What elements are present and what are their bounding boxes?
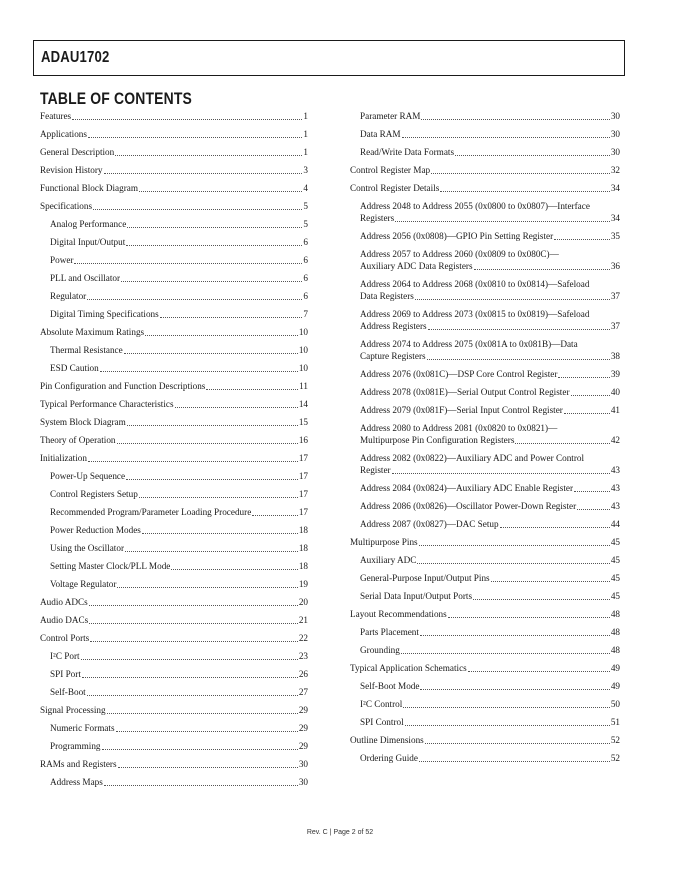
- toc-entry-title: Serial Data Input/Output Ports: [360, 591, 473, 601]
- toc-entry-page: 23: [298, 651, 308, 661]
- dot-leader: [395, 220, 610, 222]
- toc-entry-title-line1: Address 2069 to Address 2073 (0x0815 to 0x0819)—Safeload: [360, 309, 590, 319]
- dot-leader: [74, 262, 302, 264]
- toc-entry-title: Address Maps: [50, 777, 103, 787]
- toc-entry-page: 42: [610, 435, 620, 445]
- toc-entry-title: Auxiliary ADC: [360, 555, 417, 565]
- toc-entry-title-line1: Address 2082 (0x0822)—Auxiliary ADC and Power Control: [360, 453, 585, 463]
- toc-entry-title: Using the Oscillator: [50, 543, 124, 553]
- toc-entry[interactable]: [40, 254, 308, 266]
- dot-leader: [473, 598, 610, 600]
- dot-leader: [252, 514, 298, 516]
- toc-entry-title: Applications: [40, 129, 87, 139]
- toc-entry-page: 43: [610, 501, 620, 511]
- toc-entry[interactable]: [40, 740, 308, 752]
- dot-leader: [139, 190, 302, 192]
- toc-entry[interactable]: [40, 632, 308, 644]
- dot-leader: [116, 730, 298, 732]
- dot-leader: [115, 154, 302, 156]
- toc-entry-title: Initialization: [40, 453, 87, 463]
- toc-entry-page: 45: [610, 537, 620, 547]
- toc-column-left: [40, 110, 308, 794]
- toc-entry-title: System Block Diagram: [40, 417, 126, 427]
- toc-entry-title: I²C Control: [360, 699, 403, 709]
- toc-entry-page: 30: [610, 147, 620, 157]
- dot-leader: [126, 244, 302, 246]
- toc-entry[interactable]: [350, 404, 620, 416]
- toc-entry[interactable]: [350, 128, 620, 140]
- toc-entry[interactable]: [40, 776, 308, 788]
- toc-entry-title: Numeric Formats: [50, 723, 115, 733]
- toc-entry[interactable]: [40, 146, 308, 158]
- toc-entry[interactable]: [350, 518, 620, 530]
- toc-entry[interactable]: [40, 236, 308, 248]
- toc-entry-title: General Description: [40, 147, 115, 157]
- dot-leader: [474, 268, 610, 270]
- toc-entry-title: Audio ADCs: [40, 597, 88, 607]
- toc-entry[interactable]: [40, 362, 308, 374]
- toc-entry-title: Control Register Map: [350, 165, 431, 175]
- toc-entry-page: 48: [610, 645, 620, 655]
- toc-entry-page: 30: [298, 759, 308, 769]
- dot-leader: [402, 136, 610, 138]
- dot-leader: [104, 172, 303, 174]
- toc-entry[interactable]: [40, 488, 308, 500]
- toc-entry-title: Multipurpose Pins: [350, 537, 418, 547]
- toc-entry-page: 37: [610, 321, 620, 331]
- toc-entry[interactable]: [350, 500, 620, 512]
- dot-leader: [104, 784, 298, 786]
- toc-entry-page: 5: [303, 201, 308, 211]
- toc-entry[interactable]: [40, 380, 308, 392]
- toc-entry-page: 6: [303, 255, 308, 265]
- toc-entry-title: RAMs and Registers: [40, 759, 117, 769]
- dot-leader: [428, 328, 610, 330]
- toc-entry-title: Parts Placement: [360, 627, 419, 637]
- toc-entry-page: 1: [303, 147, 308, 157]
- toc-entry[interactable]: [350, 164, 620, 176]
- toc-entry-page: 1: [303, 111, 308, 121]
- toc-entry-page: 43: [610, 465, 620, 475]
- toc-entry[interactable]: [40, 614, 308, 626]
- toc-entry[interactable]: [350, 278, 620, 302]
- dot-leader: [87, 694, 298, 696]
- toc-entry[interactable]: [350, 110, 620, 122]
- toc-entry[interactable]: [40, 110, 308, 122]
- toc-entry[interactable]: [40, 434, 308, 446]
- toc-entry[interactable]: [350, 698, 620, 710]
- toc-entry-page: 48: [610, 609, 620, 619]
- toc-entry-title: Power-Up Sequence: [50, 471, 126, 481]
- toc-entry-page: 21: [298, 615, 308, 625]
- toc-entry-page: 29: [298, 705, 308, 715]
- dot-leader: [175, 406, 298, 408]
- dot-leader: [405, 724, 610, 726]
- dot-leader: [88, 136, 302, 138]
- toc-entry[interactable]: [40, 722, 308, 734]
- toc-entry[interactable]: [350, 536, 620, 548]
- toc-entry-title: Recommended Program/Parameter Loading Procedure: [50, 507, 252, 517]
- toc-entry-title: Digital Timing Specifications: [50, 309, 159, 319]
- toc-entry-page: 35: [610, 231, 620, 241]
- toc-entry[interactable]: [350, 752, 620, 764]
- toc-entry-title: General-Purpose Input/Output Pins: [360, 573, 490, 583]
- toc-entry-page: 11: [299, 381, 308, 391]
- toc-entry-page: 6: [303, 237, 308, 247]
- toc-entry-page: 34: [610, 183, 620, 193]
- toc-entry-page: 16: [298, 435, 308, 445]
- toc-entry-page: 5: [303, 219, 308, 229]
- dot-leader: [88, 460, 298, 462]
- toc-entry-title: Functional Block Diagram: [40, 183, 138, 193]
- toc-entry-page: 3: [303, 165, 308, 175]
- dot-leader: [417, 562, 609, 564]
- toc-entry-page: 10: [298, 363, 308, 373]
- toc-entry[interactable]: [40, 758, 308, 770]
- page-footer: Rev. C | Page 2 of 52: [306, 829, 374, 836]
- dot-leader: [127, 226, 302, 228]
- dot-leader: [574, 490, 610, 492]
- dot-leader: [415, 298, 610, 300]
- dot-leader: [515, 442, 609, 444]
- dot-leader: [419, 760, 610, 762]
- dot-leader: [107, 712, 298, 714]
- toc-entry-page: 49: [610, 663, 620, 673]
- toc-entry-title: Address 2076 (0x081C)—DSP Core Control Register: [360, 369, 558, 379]
- toc-entry[interactable]: [350, 626, 620, 638]
- dot-leader: [125, 550, 298, 552]
- toc-entry[interactable]: [350, 482, 620, 494]
- dot-leader: [421, 118, 609, 120]
- toc-entry-page: 52: [610, 753, 620, 763]
- toc-entry-page: 1: [303, 129, 308, 139]
- toc-entry[interactable]: [40, 128, 308, 140]
- dot-leader: [425, 742, 610, 744]
- toc-entry-page: 7: [303, 309, 308, 319]
- toc-entry-title: Address 2084 (0x0824)—Auxiliary ADC Enable Register: [360, 483, 574, 493]
- toc-entry[interactable]: [40, 452, 308, 464]
- dot-leader: [491, 580, 610, 582]
- toc-entry-page: 34: [610, 213, 620, 223]
- dot-leader: [500, 526, 610, 528]
- toc-entry-page: 20: [298, 597, 308, 607]
- toc-entry-title: Capture Registers: [360, 351, 426, 361]
- toc-entry[interactable]: [350, 248, 620, 272]
- toc-entry-title: Ordering Guide: [360, 753, 418, 763]
- toc-entry-page: 10: [298, 327, 308, 337]
- toc-entry[interactable]: [40, 416, 308, 428]
- dot-leader: [117, 586, 297, 588]
- toc-entry-page: 45: [610, 591, 620, 601]
- toc-entry-title: Register: [360, 465, 391, 475]
- dot-leader: [72, 118, 302, 120]
- dot-leader: [419, 544, 610, 546]
- toc-entry-page: 6: [303, 273, 308, 283]
- toc-entry-title: Address Registers: [360, 321, 427, 331]
- toc-entry-title: Layout Recommendations: [350, 609, 447, 619]
- toc-entry-page: 29: [298, 723, 308, 733]
- toc-entry-title-line1: Address 2057 to Address 2060 (0x0809 to 0x080C)—: [360, 249, 559, 259]
- toc-entry[interactable]: [40, 650, 308, 662]
- part-number-title: ADAU1702: [41, 49, 110, 66]
- toc-entry-title: I²C Port: [50, 651, 80, 661]
- toc-entry[interactable]: [350, 734, 620, 746]
- dot-leader: [564, 412, 610, 414]
- toc-entry[interactable]: [350, 146, 620, 158]
- toc-entry-page: 40: [610, 387, 620, 397]
- toc-entry-title: SPI Control: [360, 717, 404, 727]
- toc-entry-title: Self-Boot: [50, 687, 86, 697]
- dot-leader: [142, 532, 298, 534]
- toc-entry[interactable]: [350, 608, 620, 620]
- dot-leader: [93, 208, 302, 210]
- dot-leader: [87, 298, 302, 300]
- dot-leader: [392, 472, 610, 474]
- dot-leader: [571, 394, 610, 396]
- toc-entry-title: Self-Boot Mode: [360, 681, 420, 691]
- toc-entry[interactable]: [40, 542, 308, 554]
- toc-entry-title: Pin Configuration and Function Descriptions: [40, 381, 206, 391]
- toc-entry[interactable]: [40, 182, 308, 194]
- toc-entry-page: 30: [610, 111, 620, 121]
- dot-leader: [577, 508, 610, 510]
- toc-entry-page: 17: [298, 453, 308, 463]
- toc-entry-title: Address 2087 (0x0827)—DAC Setup: [360, 519, 499, 529]
- toc-entry-title: Theory of Operation: [40, 435, 116, 445]
- toc-entry-title: Control Ports: [40, 633, 90, 643]
- toc-entry[interactable]: [40, 668, 308, 680]
- toc-entry[interactable]: [40, 524, 308, 536]
- toc-entry[interactable]: [350, 230, 620, 242]
- toc-entry[interactable]: [40, 398, 308, 410]
- dot-leader: [420, 688, 609, 690]
- header-box: [33, 40, 625, 76]
- toc-entry-title: Specifications: [40, 201, 93, 211]
- toc-entry-page: 29: [298, 741, 308, 751]
- toc-entry[interactable]: [350, 662, 620, 674]
- toc-entry-title: Programming: [50, 741, 101, 751]
- toc-entry-page: 36: [610, 261, 620, 271]
- toc-entry[interactable]: [350, 200, 620, 224]
- toc-entry[interactable]: [350, 338, 620, 362]
- toc-entry[interactable]: [40, 560, 308, 572]
- toc-entry-page: 41: [610, 405, 620, 415]
- dot-leader: [160, 316, 303, 318]
- toc-entry-page: 6: [303, 291, 308, 301]
- toc-entry-page: 4: [303, 183, 308, 193]
- toc-entry-page: 50: [610, 699, 620, 709]
- toc-entry[interactable]: [350, 554, 620, 566]
- toc-entry-page: 19: [298, 579, 308, 589]
- toc-entry-page: 45: [610, 573, 620, 583]
- toc-entry-title: Read/Write Data Formats: [360, 147, 455, 157]
- dot-leader: [117, 442, 298, 444]
- toc-entry-title: Audio DACs: [40, 615, 89, 625]
- dot-leader: [89, 604, 298, 606]
- toc-entry-page: 15: [298, 417, 308, 427]
- toc-entry[interactable]: [350, 572, 620, 584]
- dot-leader: [440, 190, 610, 192]
- toc-entry[interactable]: [350, 590, 620, 602]
- dot-leader: [427, 358, 610, 360]
- dot-leader: [558, 376, 609, 378]
- toc-entry-title: ESD Caution: [50, 363, 99, 373]
- toc-heading: TABLE OF CONTENTS: [40, 89, 192, 108]
- dot-leader: [448, 616, 610, 618]
- dot-leader: [206, 388, 298, 390]
- toc-entry-title: Absolute Maximum Ratings: [40, 327, 145, 337]
- toc-entry[interactable]: [40, 308, 308, 320]
- toc-entry-title: SPI Port: [50, 669, 81, 679]
- dot-leader: [100, 370, 298, 372]
- dot-leader: [89, 622, 298, 624]
- toc-entry-title: Setting Master Clock/PLL Mode: [50, 561, 171, 571]
- toc-entry-page: 17: [298, 471, 308, 481]
- dot-leader: [171, 568, 297, 570]
- toc-entry-title: Address 2078 (0x081E)—Serial Output Control Register: [360, 387, 570, 397]
- dot-leader: [554, 238, 610, 240]
- toc-entry[interactable]: [350, 386, 620, 398]
- toc-entry[interactable]: [40, 290, 308, 302]
- toc-entry[interactable]: [40, 218, 308, 230]
- toc-entry-page: 18: [298, 543, 308, 553]
- dot-leader: [127, 424, 298, 426]
- toc-entry-title: Regulator: [50, 291, 87, 301]
- toc-entry-title-line1: Address 2064 to Address 2068 (0x0810 to 0x0814)—Safeload: [360, 279, 590, 289]
- toc-entry-page: 32: [610, 165, 620, 175]
- toc-entry-page: 26: [298, 669, 308, 679]
- dot-leader: [431, 172, 610, 174]
- toc-entry-title: Signal Processing: [40, 705, 106, 715]
- toc-entry-page: 18: [298, 525, 308, 535]
- toc-entry-page: 30: [298, 777, 308, 787]
- toc-entry-title: Power Reduction Modes: [50, 525, 141, 535]
- toc-entry-title: Voltage Regulator: [50, 579, 117, 589]
- toc-entry-page: 49: [610, 681, 620, 691]
- toc-entry-title-line1: Address 2080 to Address 2081 (0x0820 to 0x0821)—: [360, 423, 558, 433]
- toc-entry-page: 10: [298, 345, 308, 355]
- toc-column-right: [350, 110, 620, 770]
- dot-leader: [121, 280, 302, 282]
- toc-entry[interactable]: [350, 644, 620, 656]
- dot-leader: [90, 640, 298, 642]
- toc-entry-title: Control Registers Setup: [50, 489, 138, 499]
- dot-leader: [82, 676, 298, 678]
- toc-entry-title-line1: Address 2074 to Address 2075 (0x081A to 0x081B)—Data: [360, 339, 578, 349]
- toc-entry[interactable]: [40, 506, 308, 518]
- toc-entry[interactable]: [350, 308, 620, 332]
- toc-entry-title: Grounding: [360, 645, 400, 655]
- dot-leader: [139, 496, 298, 498]
- toc-entry-title: Outline Dimensions: [350, 735, 424, 745]
- toc-entry-title: Digital Input/Output: [50, 237, 126, 247]
- dot-leader: [102, 748, 298, 750]
- toc-entry-title: Thermal Resistance: [50, 345, 123, 355]
- toc-entry-title: Auxiliary ADC Data Registers: [360, 261, 473, 271]
- toc-entry[interactable]: [40, 326, 308, 338]
- toc-entry-page: 22: [298, 633, 308, 643]
- toc-entry-page: 17: [298, 507, 308, 517]
- toc-entry-page: 51: [610, 717, 620, 727]
- toc-entry-page: 27: [298, 687, 308, 697]
- toc-entry[interactable]: [40, 344, 308, 356]
- toc-entry[interactable]: [40, 578, 308, 590]
- toc-entry-page: 18: [298, 561, 308, 571]
- toc-entry[interactable]: [350, 182, 620, 194]
- toc-entry-title: Registers: [360, 213, 395, 223]
- toc-entry-page: 30: [610, 129, 620, 139]
- toc-entry[interactable]: [40, 470, 308, 482]
- toc-entry-title: Typical Performance Characteristics: [40, 399, 174, 409]
- toc-entry[interactable]: [40, 272, 308, 284]
- toc-entry[interactable]: [40, 686, 308, 698]
- toc-entry-page: 48: [610, 627, 620, 637]
- dot-leader: [118, 766, 298, 768]
- toc-entry-page: 14: [298, 399, 308, 409]
- toc-entry-title-line1: Address 2048 to Address 2055 (0x0800 to 0x0807)—Interface: [360, 201, 590, 211]
- toc-entry-title: Revision History: [40, 165, 103, 175]
- toc-entry-title: Multipurpose Pin Configuration Registers: [360, 435, 515, 445]
- toc-entry[interactable]: [40, 164, 308, 176]
- toc-entry-page: 52: [610, 735, 620, 745]
- dot-leader: [468, 670, 610, 672]
- toc-entry[interactable]: [40, 200, 308, 212]
- toc-entry-page: 38: [610, 351, 620, 361]
- toc-entry-page: 44: [610, 519, 620, 529]
- toc-entry-page: 39: [610, 369, 620, 379]
- dot-leader: [455, 154, 610, 156]
- dot-leader: [124, 352, 298, 354]
- toc-entry[interactable]: [350, 452, 620, 476]
- toc-entry-title: Power: [50, 255, 74, 265]
- toc-entry-title: Typical Application Schematics: [350, 663, 467, 673]
- dot-leader: [401, 652, 610, 654]
- dot-leader: [81, 658, 298, 660]
- toc-entry-title: Control Register Details: [350, 183, 440, 193]
- toc-entry-title: Parameter RAM: [360, 111, 421, 121]
- toc-entry-title: Data RAM: [360, 129, 401, 139]
- toc-entry-title: Address 2086 (0x0826)—Oscillator Power-Down Register: [360, 501, 577, 511]
- toc-entry[interactable]: [40, 596, 308, 608]
- toc-entry-title: Features: [40, 111, 72, 121]
- toc-entry-title: Data Registers: [360, 291, 414, 301]
- toc-entry-page: 43: [610, 483, 620, 493]
- toc-entry[interactable]: [350, 680, 620, 692]
- toc-entry[interactable]: [350, 716, 620, 728]
- toc-entry[interactable]: [350, 368, 620, 380]
- dot-leader: [145, 334, 298, 336]
- toc-entry-title: Address 2079 (0x081F)—Serial Input Control Register: [360, 405, 563, 415]
- dot-leader: [403, 706, 609, 708]
- dot-leader: [420, 634, 610, 636]
- dot-leader: [126, 478, 298, 480]
- toc-entry-page: 37: [610, 291, 620, 301]
- toc-entry-title: Analog Performance: [50, 219, 127, 229]
- toc-entry-page: 45: [610, 555, 620, 565]
- toc-entry[interactable]: [350, 422, 620, 446]
- toc-entry-title: PLL and Oscillator: [50, 273, 121, 283]
- toc-entry[interactable]: [40, 704, 308, 716]
- toc-entry-title: Address 2056 (0x0808)—GPIO Pin Setting Register: [360, 231, 554, 241]
- toc-entry-page: 17: [298, 489, 308, 499]
